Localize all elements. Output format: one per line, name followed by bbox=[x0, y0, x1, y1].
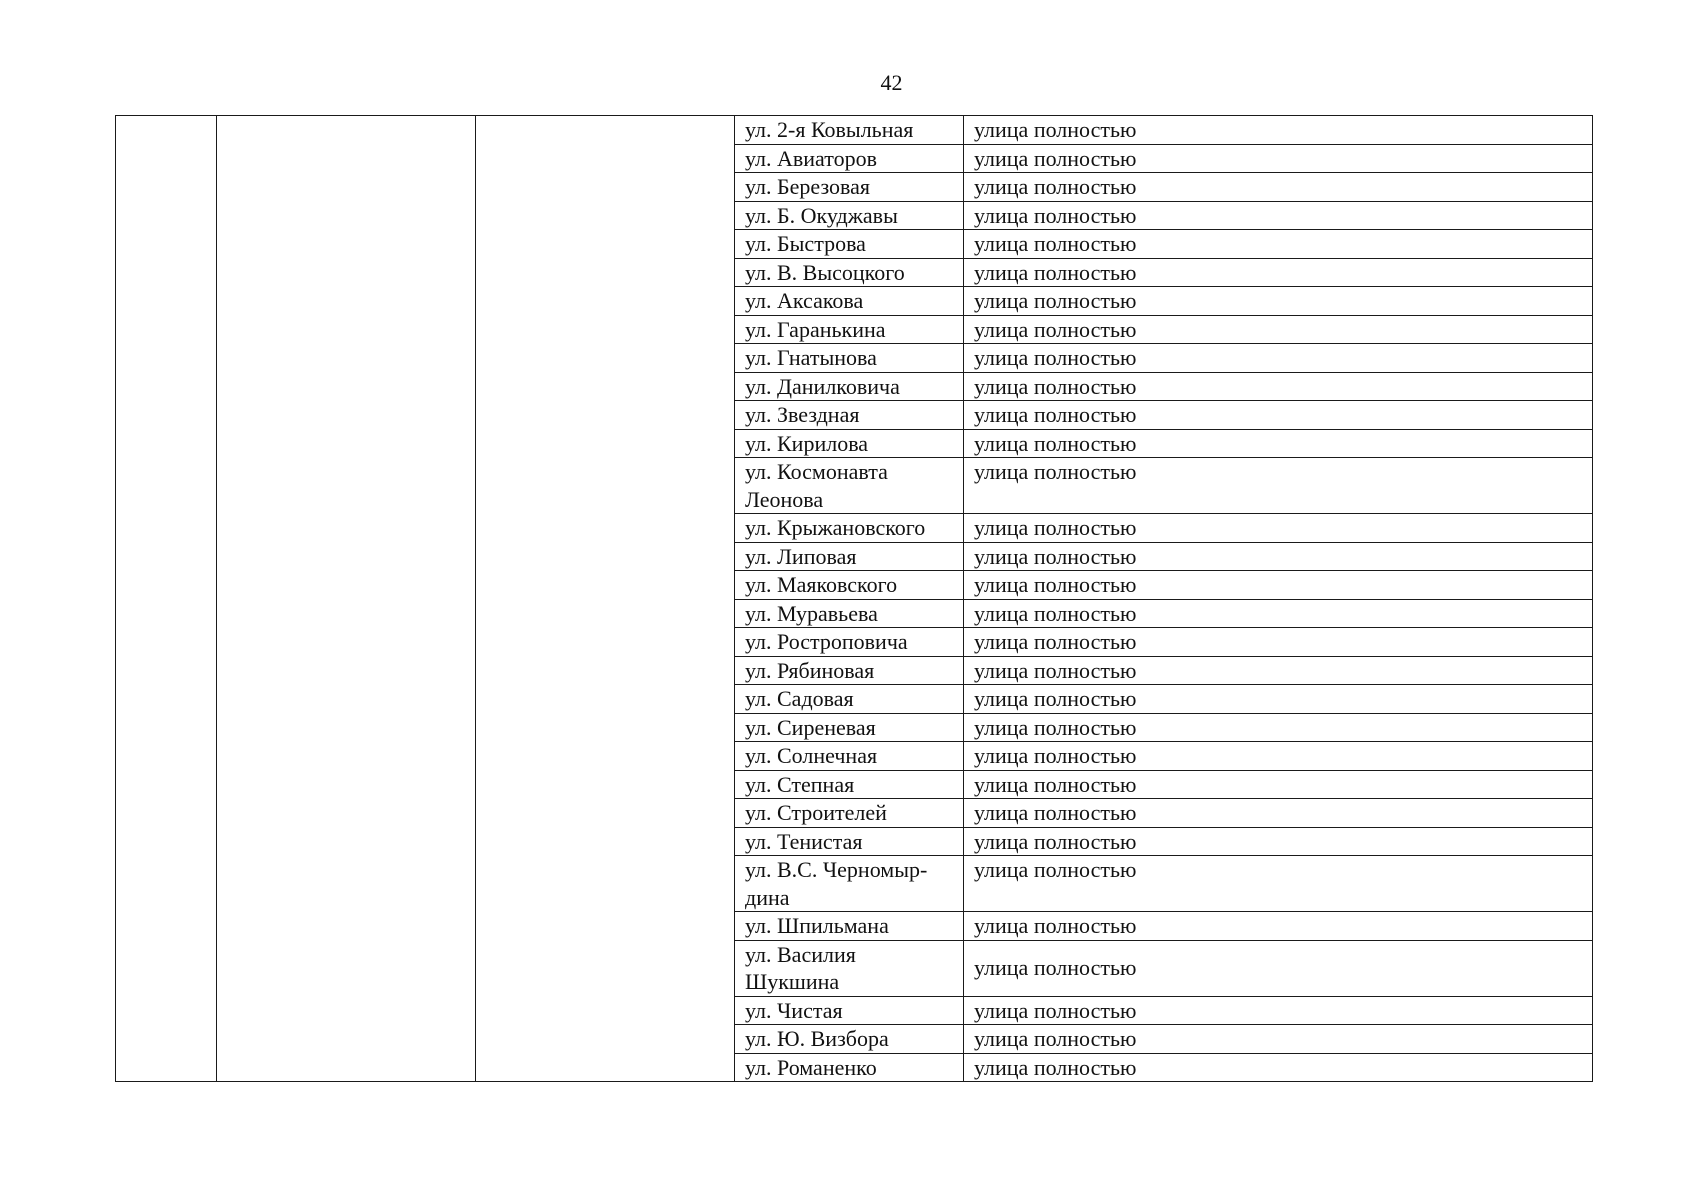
street-name-cell: ул. Гаранькина bbox=[735, 315, 964, 344]
coverage-cell: улица полностью bbox=[964, 458, 1593, 514]
street-table-body bbox=[116, 116, 1593, 1082]
coverage-cell: улица полностью bbox=[964, 628, 1593, 657]
street-name-cell: ул. Авиаторов bbox=[735, 144, 964, 173]
street-name-cell: ул. Аксакова bbox=[735, 287, 964, 316]
coverage-cell: улица полностью bbox=[964, 827, 1593, 856]
coverage-cell: улица полностью bbox=[964, 770, 1593, 799]
empty-column-1 bbox=[116, 116, 217, 1082]
street-name-cell: ул. Кирилова bbox=[735, 429, 964, 458]
street-name-cell: ул. Романенко bbox=[735, 1053, 964, 1082]
coverage-cell: улица полностью bbox=[964, 856, 1593, 912]
street-name-cell: ул. Космонавта Леонова bbox=[735, 458, 964, 514]
street-name-cell: ул. 2-я Ковыльная bbox=[735, 116, 964, 145]
street-name-cell: ул. Муравьева bbox=[735, 599, 964, 628]
street-name-cell: ул. Солнечная bbox=[735, 742, 964, 771]
street-name-cell: ул. Б. Окуджавы bbox=[735, 201, 964, 230]
coverage-cell: улица полностью bbox=[964, 713, 1593, 742]
street-name-cell: ул. Василия Шукшина bbox=[735, 940, 964, 996]
street-table bbox=[115, 115, 1593, 1082]
coverage-cell: улица полностью bbox=[964, 996, 1593, 1025]
street-name-cell: ул. Строителей bbox=[735, 799, 964, 828]
coverage-cell: улица полностью bbox=[964, 315, 1593, 344]
street-name-cell: ул. Степная bbox=[735, 770, 964, 799]
coverage-cell: улица полностью bbox=[964, 1025, 1593, 1054]
street-name-cell: ул. Крыжановского bbox=[735, 514, 964, 543]
street-name-cell: ул. В.С. Черномыр-дина bbox=[735, 856, 964, 912]
street-name-cell: ул. Липовая bbox=[735, 542, 964, 571]
coverage-cell: улица полностью bbox=[964, 173, 1593, 202]
street-name-cell: ул. Звездная bbox=[735, 401, 964, 430]
coverage-cell: улица полностью bbox=[964, 514, 1593, 543]
street-name-cell: ул. Маяковского bbox=[735, 571, 964, 600]
coverage-cell: улица полностью bbox=[964, 742, 1593, 771]
coverage-cell: улица полностью bbox=[964, 940, 1593, 996]
street-name-cell: ул. Сиреневая bbox=[735, 713, 964, 742]
empty-column-2 bbox=[217, 116, 476, 1082]
coverage-cell: улица полностью bbox=[964, 344, 1593, 373]
street-name-cell: ул. Быстрова bbox=[735, 230, 964, 259]
empty-column-3 bbox=[476, 116, 735, 1082]
coverage-cell: улица полностью bbox=[964, 656, 1593, 685]
coverage-cell: улица полностью bbox=[964, 230, 1593, 259]
street-name-cell: ул. Тенистая bbox=[735, 827, 964, 856]
coverage-cell: улица полностью bbox=[964, 144, 1593, 173]
coverage-cell: улица полностью bbox=[964, 258, 1593, 287]
coverage-cell: улица полностью bbox=[964, 201, 1593, 230]
street-name-cell: ул. Ростроповича bbox=[735, 628, 964, 657]
coverage-cell: улица полностью bbox=[964, 116, 1593, 145]
street-name-cell: ул. В. Высоцкого bbox=[735, 258, 964, 287]
coverage-cell: улица полностью bbox=[964, 912, 1593, 941]
coverage-cell: улица полностью bbox=[964, 429, 1593, 458]
coverage-cell: улица полностью bbox=[964, 599, 1593, 628]
coverage-cell: улица полностью bbox=[964, 401, 1593, 430]
street-name-cell: ул. Рябиновая bbox=[735, 656, 964, 685]
coverage-cell: улица полностью bbox=[964, 287, 1593, 316]
street-name-cell: ул. Данилковича bbox=[735, 372, 964, 401]
street-name-cell: ул. Шпильмана bbox=[735, 912, 964, 941]
street-name-cell: ул. Чистая bbox=[735, 996, 964, 1025]
coverage-cell: улица полностью bbox=[964, 799, 1593, 828]
table-row bbox=[116, 116, 1593, 145]
street-name-cell: ул. Ю. Визбора bbox=[735, 1025, 964, 1054]
coverage-cell: улица полностью bbox=[964, 571, 1593, 600]
street-name-cell: ул. Садовая bbox=[735, 685, 964, 714]
coverage-cell: улица полностью bbox=[964, 1053, 1593, 1082]
coverage-cell: улица полностью bbox=[964, 372, 1593, 401]
coverage-cell: улица полностью bbox=[964, 685, 1593, 714]
coverage-cell: улица полностью bbox=[964, 542, 1593, 571]
street-name-cell: ул. Гнатынова bbox=[735, 344, 964, 373]
page-number: 42 bbox=[880, 70, 903, 95]
street-name-cell: ул. Березовая bbox=[735, 173, 964, 202]
